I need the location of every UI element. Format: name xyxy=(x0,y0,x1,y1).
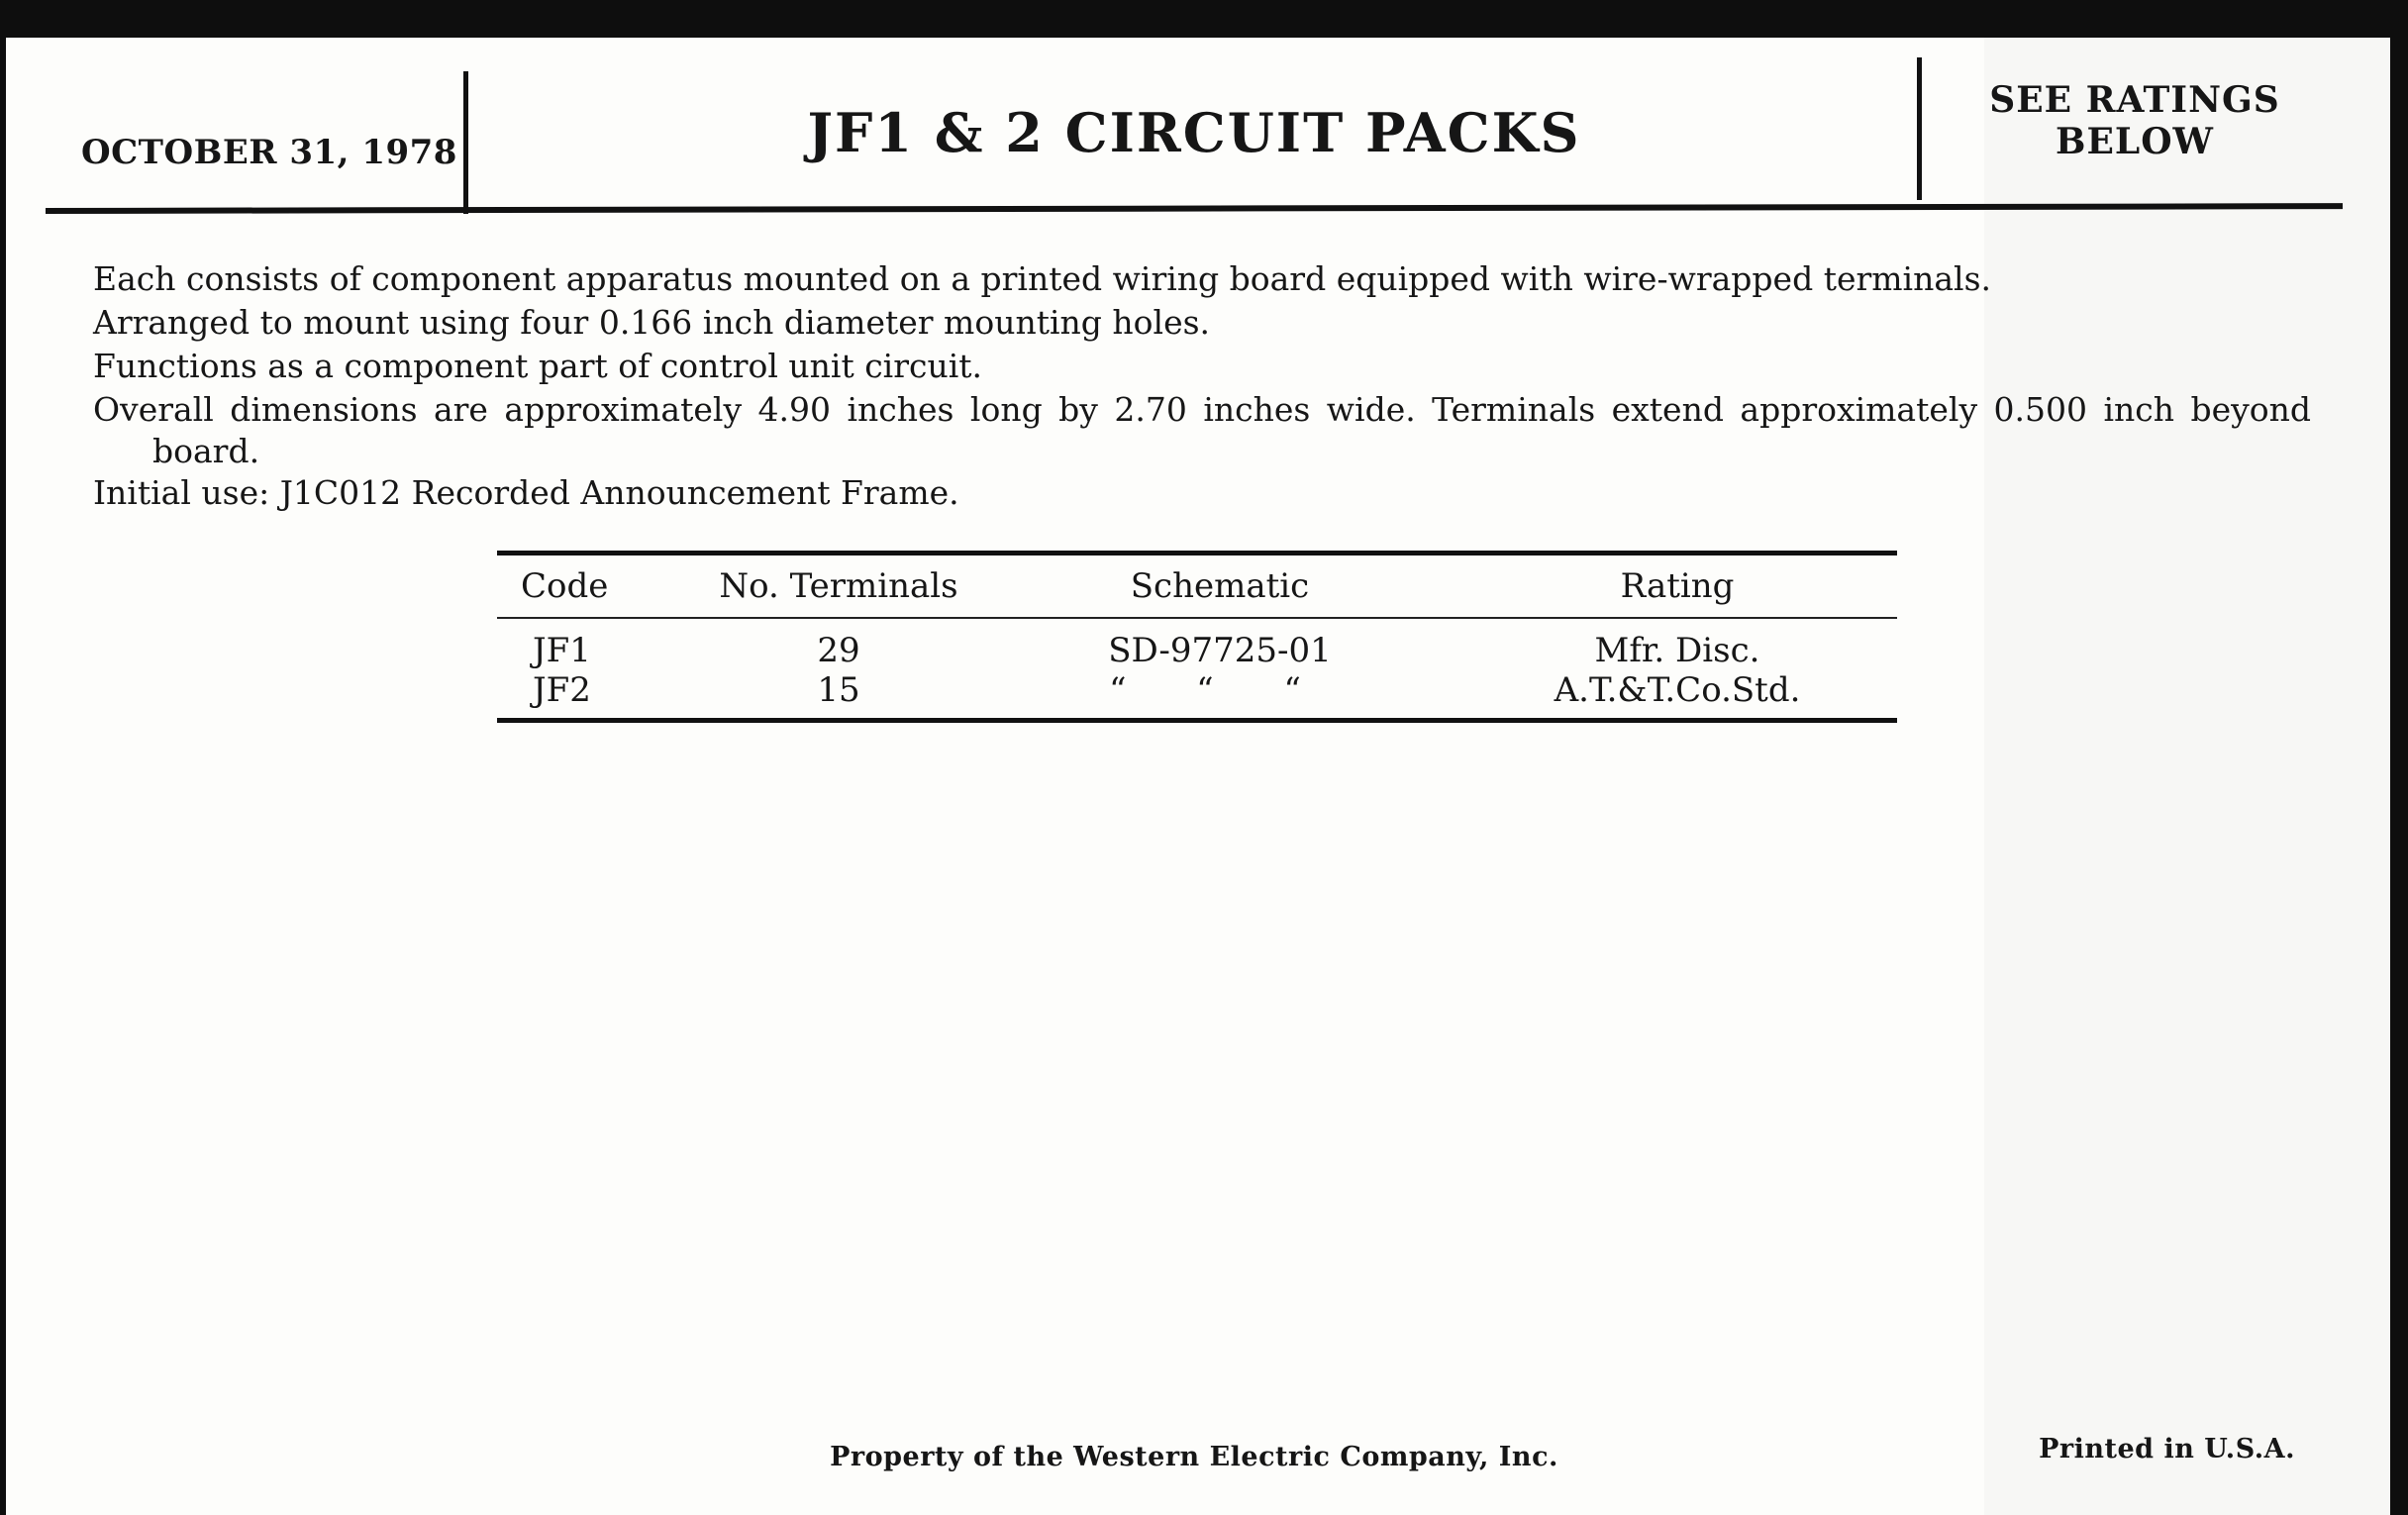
header-terminals: No. Terminals xyxy=(719,566,958,606)
cell-rating: A.T.&T.Co.Std. xyxy=(1554,670,1801,710)
footer-printed: Printed in U.S.A. xyxy=(2039,1434,2295,1464)
description-block xyxy=(93,257,2311,515)
rating-note-line-1: SEE RATINGS xyxy=(1989,79,2280,121)
spec-table xyxy=(497,551,1897,723)
rating-note-line-2: BELOW xyxy=(2056,121,2214,162)
cell-schematic-ditto: “ “ “ xyxy=(1109,670,1331,710)
description-line: Each consists of component apparatus mounted on a printed wiring board equipped with wire-wrapped terminals. xyxy=(93,259,1992,298)
cell-code: JF2 xyxy=(533,670,591,710)
table-body xyxy=(497,619,1897,718)
document-date: OCTOBER 31, 1978 xyxy=(81,133,457,172)
footer-property: Property of the Western Electric Company, Inc. xyxy=(830,1442,1558,1472)
description-line-continuation: board. xyxy=(152,432,260,470)
document-card xyxy=(6,38,2390,1515)
cell-terminals: 15 xyxy=(817,670,860,710)
description-line: Functions as a component part of control unit circuit. xyxy=(93,347,983,385)
description-line: Initial use: J1C012 Recorded Announcement Frame. xyxy=(93,473,959,512)
table-rule-bottom xyxy=(497,718,1897,723)
header-divider-left xyxy=(463,71,468,214)
cell-rating: Mfr. Disc. xyxy=(1594,631,1760,670)
table-row xyxy=(497,670,1897,710)
cell-code: JF1 xyxy=(533,631,591,670)
header-code: Code xyxy=(521,566,609,606)
rating-note xyxy=(1927,79,2343,162)
cell-schematic: SD-97725-01 xyxy=(1108,631,1332,670)
table-row xyxy=(497,631,1897,670)
header-schematic: Schematic xyxy=(1130,566,1310,606)
header-divider-right xyxy=(1917,57,1922,200)
table-header-row xyxy=(497,556,1897,617)
description-line: Arranged to mount using four 0.166 inch diameter mounting holes. xyxy=(93,303,1211,342)
description-line: Overall dimensions are approximately 4.90 inches long by 2.70 inches wide. Terminals extend approximately 0.500 inch beyond xyxy=(93,390,2311,429)
header-rating: Rating xyxy=(1620,566,1735,606)
cell-terminals: 29 xyxy=(817,631,860,670)
document-title: JF1 & 2 CIRCUIT PACKS xyxy=(807,101,1581,164)
